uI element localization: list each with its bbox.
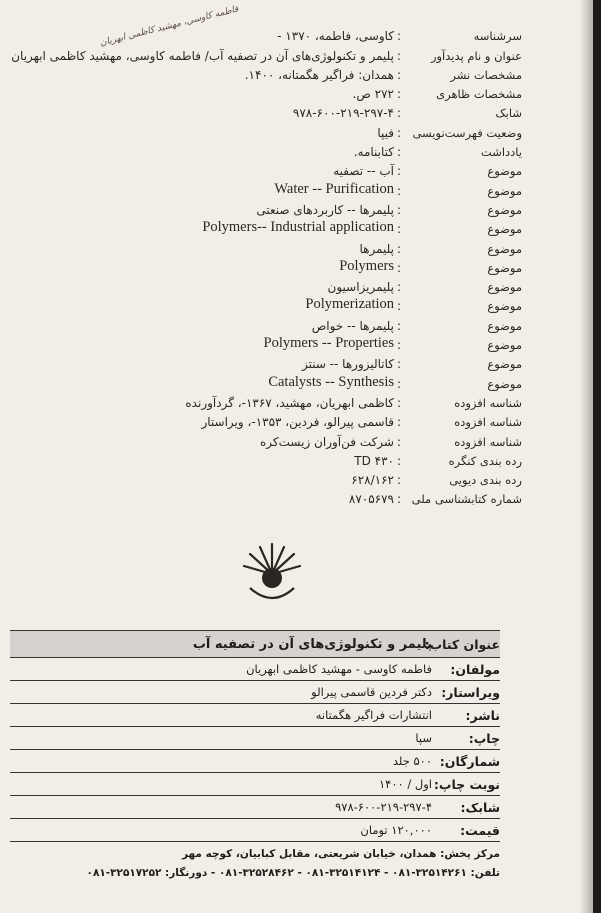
record-value: پلیمر و تکنولوژی‌های آن در تصفیه آب/ فاطمه کاوسی، مهشید کاظمی ابهریان	[11, 48, 394, 63]
record-colon: :	[396, 48, 402, 63]
record-label: موضوع	[487, 183, 522, 198]
record-row	[150, 487, 522, 506]
record-colon: :	[396, 338, 402, 353]
record-colon: :	[396, 260, 402, 275]
record-value: قاسمی پیرالو، فردین، ۱۳۵۳-، ویراستار	[201, 415, 394, 430]
record-label: رده بندی دیویی	[449, 473, 522, 488]
record-value: پلیمرها	[359, 241, 394, 256]
record-row	[150, 63, 522, 82]
page-edge-shadow	[579, 0, 593, 913]
spec-value: انتشارات فراگیر هگمتانه	[315, 708, 432, 722]
spec-value: پلیمر و تکنولوژی‌های آن در تصفیه آب	[192, 636, 432, 652]
record-label: موضوع	[487, 338, 522, 353]
record-value: Polymers	[339, 257, 394, 274]
record-label: سرشناسه	[473, 29, 522, 44]
record-row	[150, 294, 522, 313]
record-value: پلیمرها -- کاربردهای صنعتی	[256, 202, 394, 217]
record-label: شناسه افزوده	[454, 434, 522, 449]
record-row	[150, 256, 522, 275]
spec-label: شابک:	[460, 799, 500, 815]
record-colon: :	[396, 492, 402, 507]
record-colon: :	[396, 222, 402, 237]
record-label: موضوع	[487, 299, 522, 314]
spec-row	[10, 658, 500, 681]
spec-label: ناشر:	[465, 707, 500, 723]
record-label: رده بندی کنگره	[448, 453, 522, 468]
record-row	[150, 140, 522, 159]
record-row	[150, 178, 522, 197]
record-row	[150, 82, 522, 101]
spec-value: اول / ۱۴۰۰	[378, 777, 432, 791]
spec-row	[10, 727, 500, 750]
spec-label: ویراستار:	[441, 684, 500, 700]
record-value: Catalysts -- Synthesis	[268, 373, 394, 390]
record-label: یادداشت	[480, 145, 522, 160]
record-row	[150, 468, 522, 487]
record-value: Water -- Purification	[274, 180, 394, 197]
record-row	[150, 371, 522, 390]
record-row	[150, 275, 522, 294]
record-colon: :	[396, 453, 402, 468]
spec-row	[10, 750, 500, 773]
spec-value: ۱۲۰,۰۰۰ تومان	[360, 823, 432, 837]
spec-row	[10, 630, 500, 658]
record-row	[150, 120, 522, 139]
record-colon: :	[396, 106, 402, 121]
record-colon: :	[396, 280, 402, 295]
record-value: کاتالیزورها -- سنتز	[301, 357, 394, 372]
record-colon: :	[396, 376, 402, 391]
record-value: همدان: فراگیر هگمتانه، ۱۴۰۰.	[244, 67, 394, 82]
record-colon: :	[396, 145, 402, 160]
record-colon: :	[396, 29, 402, 44]
record-colon: :	[396, 202, 402, 217]
spec-row	[10, 681, 500, 704]
record-colon: :	[396, 415, 402, 430]
record-row	[150, 236, 522, 255]
record-label: موضوع	[487, 241, 522, 256]
record-label: شناسه افزوده	[454, 395, 522, 410]
cataloging-record	[11, 24, 522, 507]
record-value: TD ۴۳۰	[354, 453, 394, 468]
record-label: موضوع	[487, 357, 522, 372]
record-label: موضوع	[487, 260, 522, 275]
record-row	[150, 217, 522, 236]
record-value: شرکت فن‌آوران زیست‌کره	[260, 434, 394, 449]
record-value: فیپا	[377, 125, 394, 140]
record-colon: :	[396, 87, 402, 102]
spec-row	[10, 819, 500, 842]
spec-value: ۵۰۰ جلد	[392, 754, 432, 768]
record-value: Polymers-- Industrial application	[202, 219, 394, 236]
record-value: کاظمی ابهریان، مهشید، ۱۳۶۷-، گردآورنده	[185, 395, 394, 410]
spec-label: نوبت چاپ:	[433, 776, 500, 792]
record-colon: :	[396, 241, 402, 256]
distribution-info	[40, 848, 500, 886]
record-colon: :	[396, 357, 402, 372]
record-value: کتابنامه.	[353, 145, 394, 160]
spec-row	[10, 704, 500, 727]
record-value: آب -- تصفیه	[333, 164, 394, 179]
record-label: مشخصات ظاهری	[436, 87, 522, 102]
record-row	[150, 391, 522, 410]
record-value: ۸۷۰۵۶۷۹	[348, 492, 394, 507]
record-row	[150, 198, 522, 217]
record-row	[150, 313, 522, 332]
record-label: شماره کتابشناسی ملی	[411, 492, 522, 507]
record-row	[150, 429, 522, 448]
record-value: پلیمرها -- خواص	[311, 318, 394, 333]
record-row	[11, 43, 522, 63]
record-colon: :	[396, 434, 402, 449]
record-label: وضعیت فهرست‌نویسی	[412, 125, 522, 140]
distribution-address: مرکز پخش: همدان، خیابان شریعتی، مقابل کبابیان، کوچه مهر	[181, 848, 500, 860]
record-value: ۹۷۸-۶۰۰-۲۱۹-۲۹۷-۴	[292, 106, 394, 121]
spec-label: مولفان:	[450, 661, 500, 677]
record-colon: :	[396, 67, 402, 82]
spec-label: شمارگان:	[439, 753, 500, 769]
record-label: موضوع	[487, 202, 522, 217]
record-label: موضوع	[487, 222, 522, 237]
record-row	[150, 24, 522, 43]
record-row	[150, 333, 522, 352]
spec-value: فاطمه کاوسی - مهشید کاظمی ابهریان	[246, 662, 432, 676]
record-colon: :	[396, 299, 402, 314]
spec-value: سپا	[415, 731, 432, 745]
record-value: Polymers -- Properties	[263, 335, 394, 352]
spec-value: ۹۷۸-۶۰۰-۲۱۹-۲۹۷-۴	[335, 800, 432, 814]
spec-label: چاپ:	[468, 730, 500, 746]
record-value: Polymerization	[305, 296, 394, 313]
record-label: شناسه افزوده	[454, 415, 522, 430]
record-label: موضوع	[487, 164, 522, 179]
spec-row	[10, 773, 500, 796]
record-colon: :	[396, 164, 402, 179]
record-value: پلیمریزاسیون	[327, 280, 394, 295]
spec-label: عنوان کتاب:	[424, 636, 500, 652]
record-colon: :	[396, 473, 402, 488]
record-label: موضوع	[487, 376, 522, 391]
record-value: کاوسی، فاطمه، ۱۳۷۰ -	[277, 29, 394, 44]
record-label: مشخصات نشر	[450, 67, 522, 82]
spec-label: قیمت:	[460, 822, 500, 838]
publisher-logo-icon	[236, 538, 308, 610]
record-row	[150, 352, 522, 371]
book-specs-box	[10, 630, 500, 842]
record-colon: :	[396, 395, 402, 410]
record-value: ۲۷۲ ص.	[352, 87, 394, 102]
record-label: عنوان و نام پدیدآور	[430, 48, 522, 63]
record-colon: :	[396, 183, 402, 198]
record-colon: :	[396, 125, 402, 140]
spec-row	[10, 796, 500, 819]
record-row	[150, 410, 522, 429]
publisher-logo	[236, 538, 308, 614]
record-label: شابک	[495, 106, 522, 121]
handwritten-note: فاطمه کاوسی، مهشید کاظمی ابهریان	[99, 4, 240, 49]
record-value: ۶۲۸/۱۶۲	[351, 473, 394, 488]
record-label: موضوع	[487, 280, 522, 295]
distribution-phones: تلفن: ۳۲۵۱۴۲۶۱-۰۸۱ - ۳۲۵۱۴۱۲۴-۰۸۱ - ۳۲۵۲۸۴۶۲-۰۸۱ - دورنگار: ۳۲۵۱۷۲۵۲-۰۸۱	[86, 867, 500, 879]
record-row	[150, 101, 522, 120]
spec-value: دکتر فردین قاسمی پیرالو	[311, 685, 432, 699]
record-colon: :	[396, 318, 402, 333]
record-row	[150, 159, 522, 178]
record-row	[150, 449, 522, 468]
record-label: موضوع	[487, 318, 522, 333]
